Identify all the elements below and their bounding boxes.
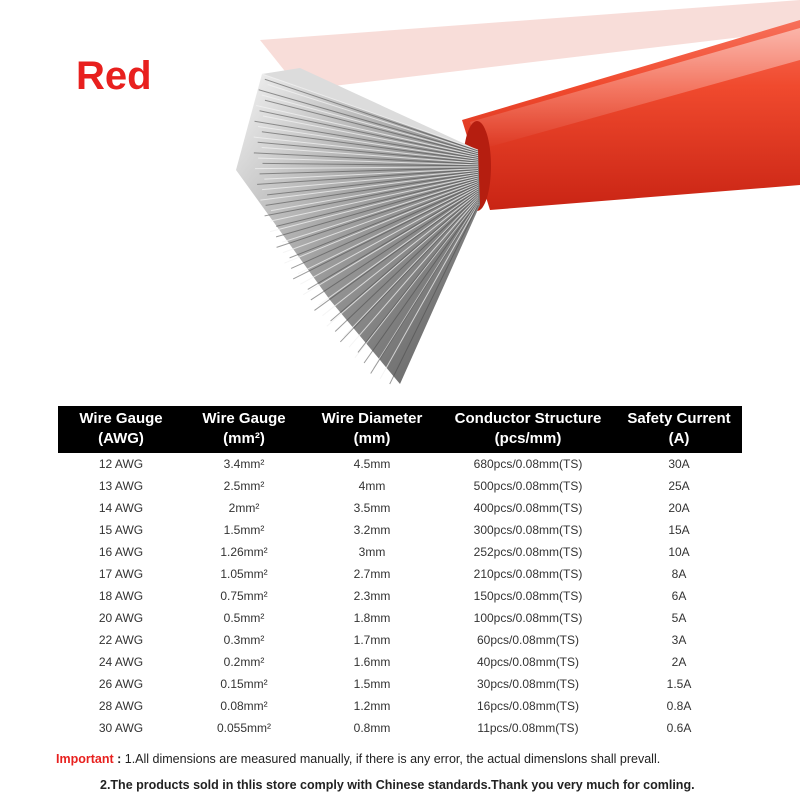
table-row <box>58 453 742 475</box>
cell-current: 2A <box>671 655 687 669</box>
cell-current: 0.8A <box>666 699 692 713</box>
table-row <box>58 497 742 519</box>
cell-diameter: 1.8mm <box>353 611 391 625</box>
table-header <box>58 406 742 453</box>
cell-current: 8A <box>671 567 687 581</box>
cell-structure: 40pcs/0.08mm(TS) <box>476 655 580 669</box>
cell-diameter: 4mm <box>358 479 386 493</box>
table-row <box>58 541 742 563</box>
table-row <box>58 585 742 607</box>
cell-diameter: 1.2mm <box>353 699 391 713</box>
cell-structure: 252pcs/0.08mm(TS) <box>473 545 583 559</box>
note-line-1: 1.All dimensions are measured manually, if there is any error, the actual dimenslons shall prevall. <box>124 752 661 766</box>
table-row <box>58 717 742 739</box>
cell-diameter: 3.5mm <box>353 501 391 515</box>
cell-diameter: 2.3mm <box>353 589 391 603</box>
cell-current: 25A <box>668 479 690 493</box>
cell-awg: 22 AWG <box>98 633 144 647</box>
cell-current: 15A <box>668 523 690 537</box>
table-row <box>58 475 742 497</box>
cell-awg: 12 AWG <box>98 457 144 471</box>
cell-current: 30A <box>668 457 690 471</box>
cell-diameter: 2.7mm <box>353 567 391 581</box>
table-row <box>58 629 742 651</box>
cell-mm2: 0.75mm² <box>220 589 268 603</box>
cell-awg: 17 AWG <box>98 567 144 581</box>
note-line-2: 2.The products sold in thlis store comply with Chinese standards.Thank you very much for comling. <box>100 778 695 792</box>
header-awg: Wire Gauge (AWG) <box>58 406 184 453</box>
cell-awg: 15 AWG <box>98 523 144 537</box>
cell-awg: 20 AWG <box>98 611 144 625</box>
cell-mm2: 1.05mm² <box>220 567 268 581</box>
cell-current: 6A <box>671 589 687 603</box>
table-row <box>58 651 742 673</box>
cell-mm2: 0.2mm² <box>223 655 265 669</box>
cell-awg: 18 AWG <box>98 589 144 603</box>
cell-awg: 30 AWG <box>98 721 144 735</box>
cell-current: 5A <box>671 611 687 625</box>
cell-structure: 300pcs/0.08mm(TS) <box>473 523 583 537</box>
cell-mm2: 1.5mm² <box>223 523 265 537</box>
cell-structure: 210pcs/0.08mm(TS) <box>473 567 583 581</box>
table-row <box>58 563 742 585</box>
cell-current: 3A <box>671 633 687 647</box>
cell-diameter: 1.5mm <box>353 677 391 691</box>
cell-mm2: 2mm² <box>228 501 260 515</box>
table-row <box>58 673 742 695</box>
cell-current: 0.6A <box>666 721 692 735</box>
cell-diameter: 1.7mm <box>353 633 391 647</box>
cell-diameter: 0.8mm <box>353 721 391 735</box>
cell-diameter: 4.5mm <box>353 457 391 471</box>
cell-awg: 14 AWG <box>98 501 144 515</box>
cell-mm2: 0.5mm² <box>223 611 265 625</box>
color-label: Red <box>76 54 152 98</box>
cell-mm2: 3.4mm² <box>223 457 265 471</box>
cell-diameter: 1.6mm <box>353 655 391 669</box>
important-separator: : <box>113 752 125 766</box>
cell-awg: 24 AWG <box>98 655 144 669</box>
cell-structure: 500pcs/0.08mm(TS) <box>473 479 583 493</box>
cell-diameter: 3.2mm <box>353 523 391 537</box>
cell-structure: 680pcs/0.08mm(TS) <box>473 457 583 471</box>
cell-structure: 400pcs/0.08mm(TS) <box>473 501 583 515</box>
table-row <box>58 695 742 717</box>
cell-structure: 150pcs/0.08mm(TS) <box>473 589 583 603</box>
cell-awg: 26 AWG <box>98 677 144 691</box>
cell-mm2: 0.055mm² <box>216 721 272 735</box>
important-label: Important <box>56 752 114 766</box>
header-diameter: Wire Diameter (mm) <box>304 406 440 453</box>
table-row <box>58 607 742 629</box>
cell-structure: 11pcs/0.08mm(TS) <box>477 721 579 735</box>
cell-mm2: 2.5mm² <box>223 479 265 493</box>
cell-current: 1.5A <box>666 677 692 691</box>
header-structure: Conductor Structure (pcs/mm) <box>440 406 616 453</box>
cell-current: 20A <box>668 501 690 515</box>
note-important <box>56 752 800 766</box>
cell-structure: 100pcs/0.08mm(TS) <box>473 611 583 625</box>
spec-table <box>58 406 742 739</box>
cell-structure: 16pcs/0.08mm(TS) <box>476 699 580 713</box>
cell-current: 10A <box>668 545 690 559</box>
cell-awg: 28 AWG <box>98 699 144 713</box>
cell-mm2: 0.08mm² <box>220 699 268 713</box>
header-mm2: Wire Gauge (mm²) <box>184 406 304 453</box>
cell-awg: 13 AWG <box>98 479 144 493</box>
cell-mm2: 1.26mm² <box>220 545 268 559</box>
cell-mm2: 0.15mm² <box>220 677 268 691</box>
cell-awg: 16 AWG <box>98 545 144 559</box>
table-row <box>58 519 742 541</box>
cell-structure: 30pcs/0.08mm(TS) <box>476 677 580 691</box>
cell-mm2: 0.3mm² <box>223 633 265 647</box>
cell-diameter: 3mm <box>358 545 386 559</box>
cell-structure: 60pcs/0.08mm(TS) <box>476 633 580 647</box>
header-current: Safety Current (A) <box>616 406 742 453</box>
